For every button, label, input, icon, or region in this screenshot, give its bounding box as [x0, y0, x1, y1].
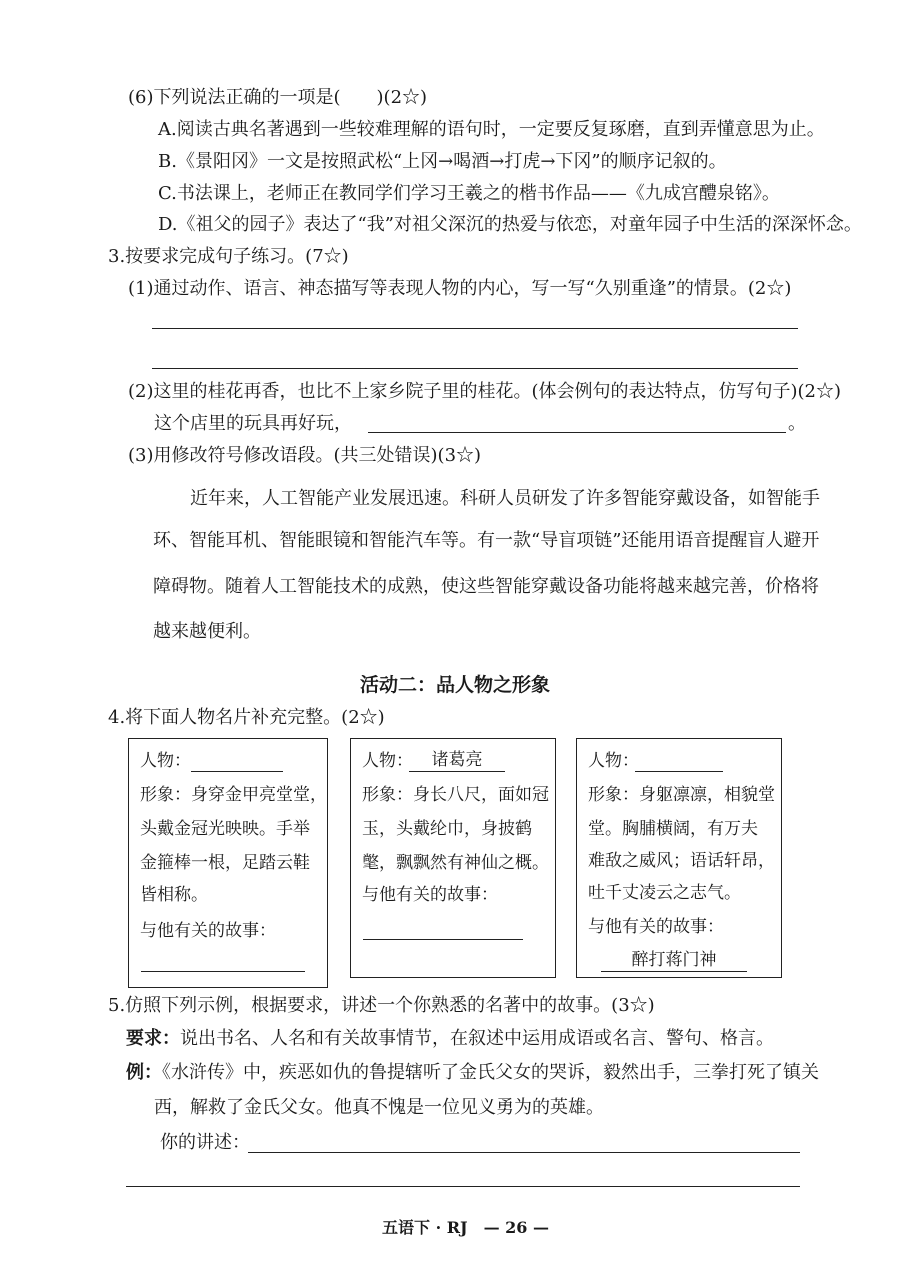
q5-example-line-1	[126, 1061, 819, 1085]
card1-desc-line-4: 皆相称。	[140, 885, 208, 905]
q2-6-option-b: B.《景阳冈》一文是按照武松“上冈→喝酒→打虎→下冈”的顺序记叙的。	[158, 151, 727, 172]
page-footer: 五语下 · RJ — 26 —	[382, 1218, 549, 1237]
card3-desc-line-1: 形象：身躯凛凛，相貌堂	[588, 785, 775, 805]
q3-stem: 3.按要求完成句子练习。(7☆)	[108, 246, 349, 267]
character-card-3	[576, 738, 782, 978]
q5-requirement-label: 要求：	[126, 1028, 180, 1049]
passage-line-4: 越来越便利。	[153, 621, 261, 642]
q5-requirement-text: 说出书名、人名和有关故事情节，在叙述中运用成语或名言、警句、格言。	[180, 1028, 774, 1049]
card3-desc-line-2: 堂。胸脯横阔，有万夫	[588, 819, 758, 839]
card1-name-label: 人物：	[140, 751, 191, 771]
q5-example-line-2: 西，解救了金氏父女。他真不愧是一位见义勇为的英雄。	[154, 1097, 604, 1118]
q3-part2-end: 。	[788, 413, 806, 434]
q2-6-option-a: A.阅读古典名著遇到一些较难理解的语句时，一定要反复琢磨，直到弄懂意思为止。	[158, 119, 825, 140]
card2-desc-line-1: 形象：身长八尺，面如冠	[362, 785, 549, 805]
card1-story-blank[interactable]	[141, 971, 305, 972]
card2-story-label: 与他有关的故事：	[362, 885, 498, 905]
card3-story-label: 与他有关的故事：	[588, 917, 724, 937]
card3-name-blank[interactable]	[635, 771, 723, 772]
q5-example-text-1: 《水浒传》中，疾恶如仇的鲁提辖听了金氏父女的哭诉，毅然出手，三拳打死了镇关	[162, 1062, 819, 1083]
passage-line-2: 环、智能耳机、智能眼镜和智能汽车等。有一款“导盲项链”还能用语音提醒盲人避开	[153, 530, 820, 551]
character-card-2	[350, 738, 556, 978]
card3-story-value: 醉打蒋门神	[631, 950, 717, 970]
card3-name-label: 人物：	[588, 751, 639, 771]
activity2-title: 活动二：品人物之形象	[360, 674, 551, 696]
q3-part1-answer-line-2[interactable]	[152, 368, 798, 369]
card1-desc-line-3: 金箍棒一根，足踏云鞋	[140, 853, 310, 873]
card2-name-line	[409, 771, 505, 772]
q5-answer-line-2[interactable]	[126, 1186, 800, 1187]
q3-part3-prompt: (3)用修改符号修改语段。(共三处错误)(3☆)	[128, 445, 482, 466]
card2-desc-line-3: 氅，飘飘然有神仙之概。	[362, 853, 549, 873]
q5-requirement	[126, 1027, 774, 1051]
q5-stem: 5.仿照下列示例，根据要求，讲述一个你熟悉的名著中的故事。(3☆)	[108, 995, 655, 1016]
q4-stem: 4.将下面人物名片补充完整。(2☆)	[108, 707, 385, 728]
q2-6-option-c: C.书法课上，老师正在教同学们学习王羲之的楷书作品——《九成宫醴泉铭》。	[158, 183, 780, 204]
q5-answer-line-1[interactable]	[248, 1152, 800, 1153]
passage-line-3: 障碍物。随着人工智能技术的成熟，使这些智能穿戴设备功能将越来越完善，价格将	[153, 576, 819, 597]
card3-desc-line-3: 难敌之威风；语话轩昂，	[588, 851, 775, 871]
q3-part2-prompt: (2)这里的桂花再香，也比不上家乡院子里的桂花。(体会例句的表达特点，仿写句子)(2☆)	[128, 381, 842, 402]
q5-answer-label: 你的讲述：	[160, 1132, 250, 1153]
q5-example-label: 例：	[126, 1062, 162, 1083]
q3-part2-lead: 这个店里的玩具再好玩，	[154, 413, 352, 434]
card2-name-label: 人物：	[362, 751, 413, 771]
character-card-1	[128, 738, 328, 988]
card2-story-blank[interactable]	[363, 939, 523, 940]
card3-desc-line-4: 吐千丈凌云之志气。	[588, 883, 741, 903]
card1-name-blank[interactable]	[191, 771, 283, 772]
card1-story-label: 与他有关的故事：	[140, 921, 276, 941]
card1-desc-line-2: 头戴金冠光映映。手举	[140, 819, 310, 839]
passage-line-1: 近年来，人工智能产业发展迅速。科研人员研发了许多智能穿戴设备，如智能手	[190, 488, 820, 509]
card2-desc-line-2: 玉，头戴纶巾，身披鹤	[362, 819, 532, 839]
q3-part1-answer-line-1[interactable]	[152, 328, 798, 329]
q2-6-option-d: D.《祖父的园子》表达了“我”对祖父深沉的热爱与依恋，对童年园子中生活的深深怀念。	[158, 214, 862, 235]
q3-part2-answer-line[interactable]	[368, 432, 786, 433]
q3-part1-prompt: (1)通过动作、语言、神态描写等表现人物的内心，写一写“久别重逢”的情景。(2☆)	[128, 278, 792, 299]
card2-name-value: 诸葛亮	[431, 750, 483, 770]
q2-6-stem: (6)下列说法正确的一项是( )(2☆)	[128, 87, 428, 108]
card3-story-line	[601, 971, 747, 972]
card1-desc-line-1: 形象：身穿金甲亮堂堂，	[140, 785, 327, 805]
